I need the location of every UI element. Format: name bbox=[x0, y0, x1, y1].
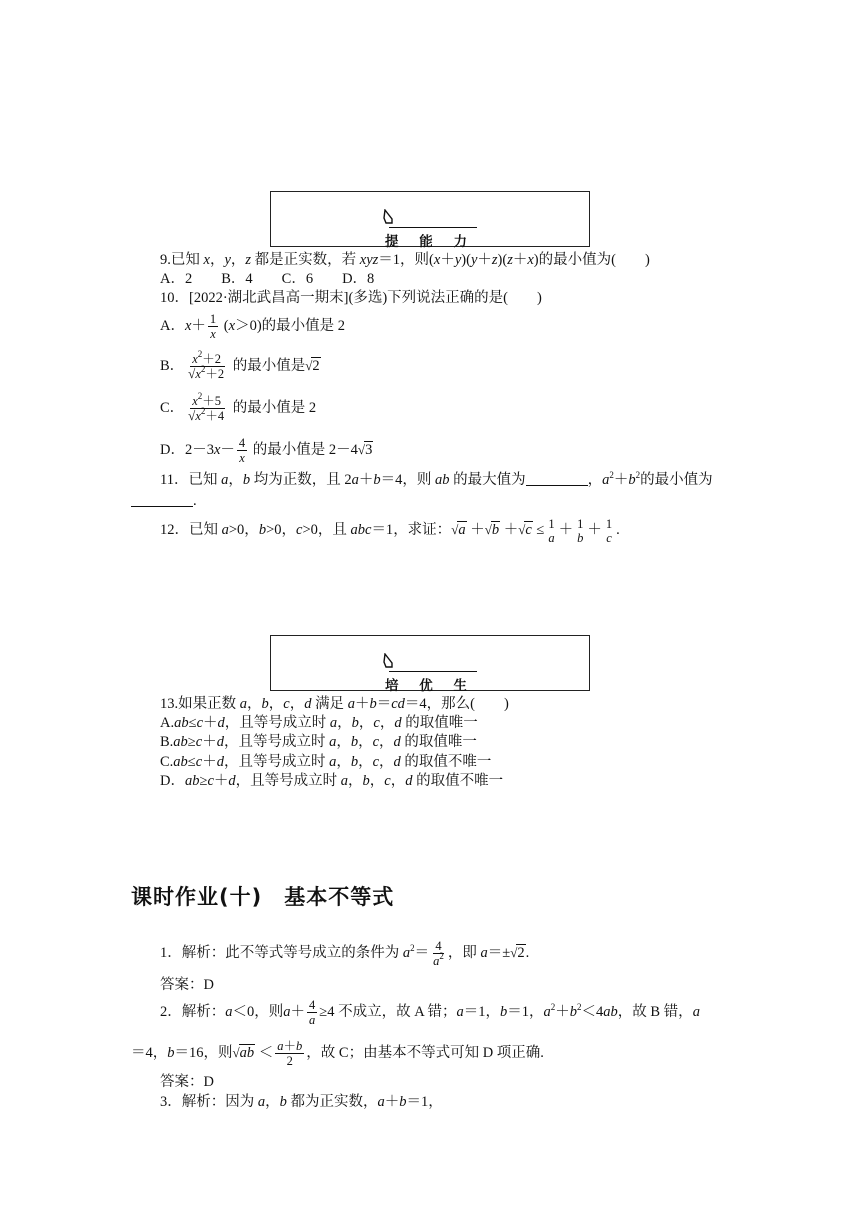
banner-rule bbox=[389, 227, 477, 228]
question-13-option-d: D．ab≥c＋d，且等号成立时 a，b，c，d 的取值不唯一 bbox=[160, 773, 504, 789]
section-banner-ability bbox=[270, 191, 590, 250]
question-10-option-d: D．2－3x－ $\frac{4}{x}$ 的最小值是 2－4√3 bbox=[160, 436, 373, 466]
question-11: 11．已知 a，b 均为正数，且 2a＋b＝4，则 ab 的最大值为 ，$a^2+b^2$的最小值为 bbox=[160, 470, 713, 488]
answer-2-line2: ＝4，b＝16，则√ab ＜ $\frac{a+b}{2}$ ，故 C；由基本不等式可知 D 项正确. bbox=[131, 1039, 544, 1069]
answer-3: 3．解析：因为 a，b 都为正实数，a＋b＝1， bbox=[160, 1094, 443, 1110]
question-13-option-c: C.ab≤c＋d，且等号成立时 a，b，c，d 的取值不唯一 bbox=[160, 754, 492, 770]
question-9: 9.已知 x，y，z 都是正实数，若 xyz＝1，则(x＋y)(y＋z)(z＋x)的最小值为( ) bbox=[160, 252, 650, 268]
answer-2: 2．解析：a＜0，则a＋ $\frac{4}{a}$ ≥4 不成立，故 A 错；a＝1，b＝1，$a^2+b^2<4ab$，故 B 错，a bbox=[160, 998, 700, 1028]
banner-title: 提 能 力 bbox=[385, 234, 475, 250]
question-10-option-a: A．x＋ $\frac{1}{x}$ (x＞0)的最小值是 2 bbox=[160, 312, 346, 342]
pencil-icon bbox=[383, 653, 395, 669]
question-12: 12．已知 a>0，b>0，c>0，且 abc＝1，求证：√a ＋√b ＋√c ≤ 1 a ＋ 1 b ＋ 1 c . bbox=[160, 516, 620, 545]
answer-2-result: 答案：D bbox=[160, 1074, 214, 1090]
question-10-option-b: B． $\frac{x^2+2}{√x^2+2}$ 的最小值是√2 bbox=[160, 349, 320, 382]
question-11-line2: . bbox=[131, 492, 197, 510]
question-13: 13.如果正数 a，b，c，d 满足 a＋b＝cd＝4，那么( ) bbox=[160, 696, 509, 712]
answer-blank[interactable] bbox=[131, 493, 193, 507]
pencil-icon bbox=[383, 209, 395, 225]
answer-1-result: 答案：D bbox=[160, 977, 214, 993]
question-10-option-c: C． $\frac{x^2+5}{√x^2+4}$ 的最小值是 2 bbox=[160, 391, 317, 424]
question-13-option-b: B.ab≥c＋d，且等号成立时 a，b，c，d 的取值唯一 bbox=[160, 734, 477, 750]
section-banner-excellence bbox=[270, 635, 590, 694]
question-9-options: A．2 B．4 C．6 D．8 bbox=[160, 271, 375, 287]
question-10: 10．[2022·湖北武昌高一期末](多选)下列说法正确的是( ) bbox=[160, 290, 542, 306]
banner-title: 培 优 生 bbox=[385, 678, 475, 694]
answer-1: 1．解析：此不等式等号成立的条件为 $a^2=$ $\frac{4}{a^2}$ ，即 a＝±√2. bbox=[160, 939, 530, 969]
answer-blank[interactable] bbox=[526, 472, 588, 486]
question-13-option-a: A.ab≤c＋d，且等号成立时 a，b，c，d 的取值唯一 bbox=[160, 715, 478, 731]
banner-rule bbox=[389, 671, 477, 672]
answers-heading: 课时作业(十) 基本不等式 bbox=[131, 885, 395, 909]
